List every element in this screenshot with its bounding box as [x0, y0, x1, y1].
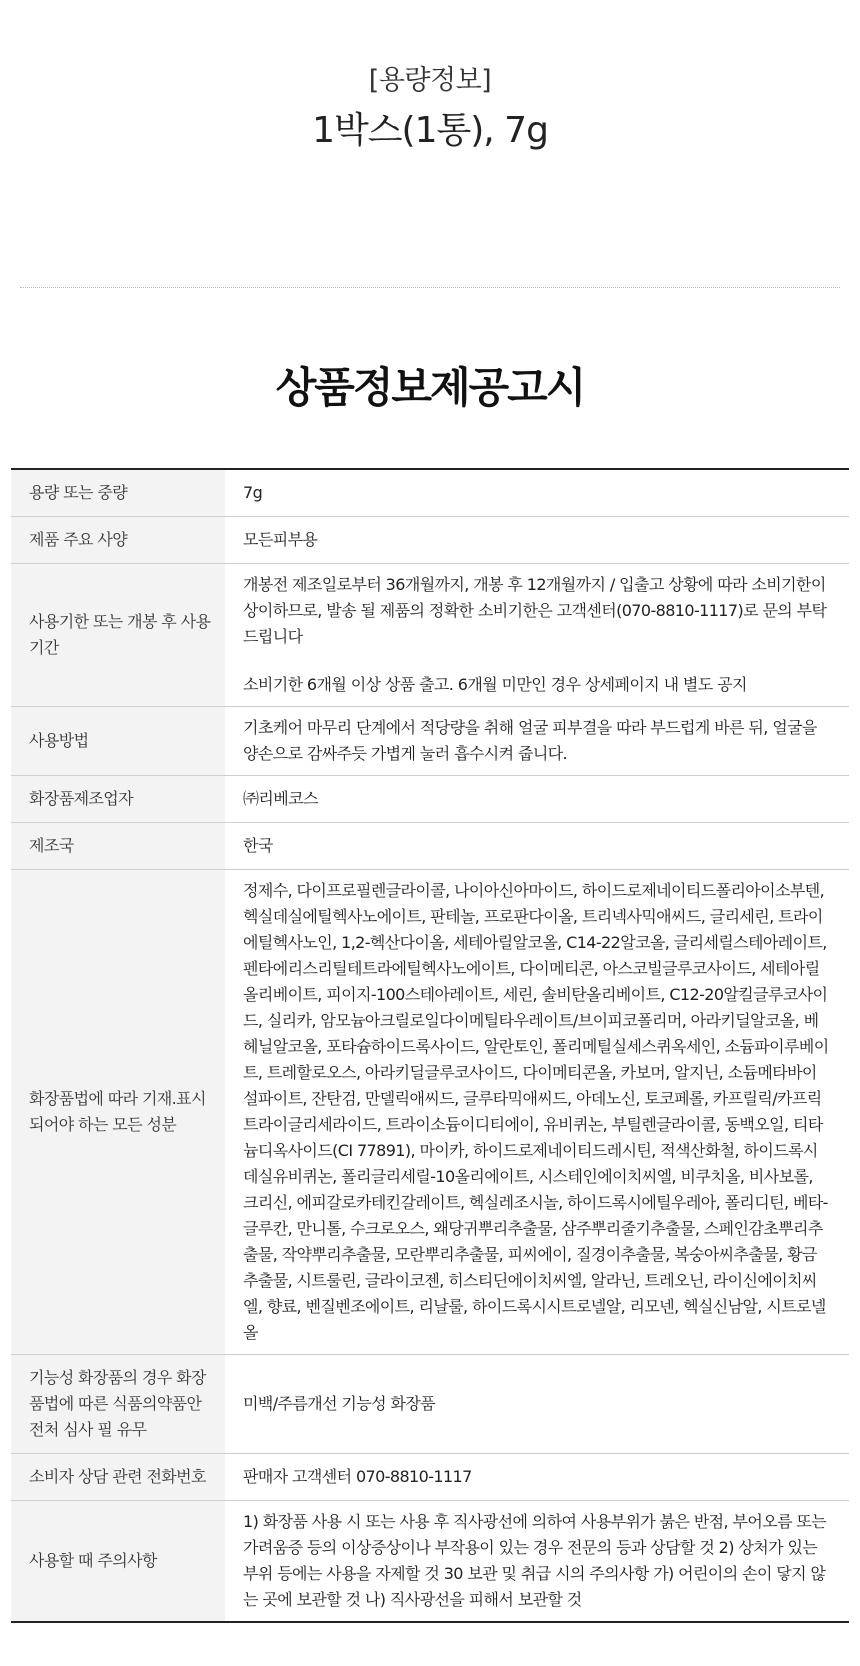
row-label: 사용기한 또는 개봉 후 사용기간 — [11, 564, 225, 707]
row-label: 사용할 때 주의사항 — [11, 1501, 225, 1623]
row-label: 화장품법에 따라 기재.표시되어야 하는 모든 성분 — [11, 870, 225, 1355]
row-value — [225, 1454, 849, 1501]
row-label: 화장품제조업자 — [11, 776, 225, 823]
table-row — [11, 870, 849, 1355]
table-row — [11, 1454, 849, 1501]
capacity-label: [용량정보] — [368, 65, 492, 96]
table-row — [11, 1501, 849, 1623]
row-value — [225, 517, 849, 564]
row-value — [225, 1501, 849, 1623]
table-row — [11, 707, 849, 776]
row-value-paragraph: 기초케어 마무리 단계에서 적당량을 취해 얼굴 피부결을 따라 부드럽게 바른 뒤, 얼굴을 양손으로 감싸주듯 가볍게 눌러 흡수시켜 줍니다. — [243, 718, 817, 763]
row-value-paragraph: 모든피부용 — [243, 530, 318, 549]
row-value — [225, 870, 849, 1355]
row-label: 사용방법 — [11, 707, 225, 776]
row-value-paragraph: 7g — [243, 483, 263, 502]
table-row — [11, 823, 849, 870]
row-value-paragraph: 정제수, 다이프로필렌글라이콜, 나이아신아마이드, 하이드로제네이티드폴리아이소부텐, 헥실데실에틸헥사노에이트, 판테놀, 프로판다이올, 트리넥사믹애씨드, 글리세린, 트라이에틸헥사노인, 1,2-헥산다이올, 세테아릴알코올, C14-22알코올, 글리세릴스테아레이트, 펜타에리스리틸테트라에틸헥사노에이트, 다이메티콘, 아스코빌글루코사이드, 세테아릴올리베이트, 피이지-100스테아레이트, 세린, 솔비탄올리베이트, C12-20알킬글루코사이드, 실리카, 암모늄아크릴로일다이메틸타우레이트/브이피코폴리머, 아라키딜알코올, 베헤닐알코올, 포타슘하이드록사이드, 알란토인, 폴리메틸실세스퀴옥세인, 소듐파이루베이트, 트레할로오스, 아라키딜글루코사이드, 다이메티콘올, 카보머, 알지닌, 소듐메타바이설파이트, 잔탄검, 만델릭애씨드, 글루타믹애씨드, 아데노신, 토코페롤, 카프릴릭/카프릭트라이글리세라이드, 트라이소듐이디티에이, 유비퀴논, 부틸렌글라이콜, 동백오일, 티타늄디옥사이드(CI 77891), 마이카, 하이드로제네이티드레시틴, 적색산화철, 하이드록시데실유비퀴논, 폴리글리세릴-10올리에이트, 시스테인에이치씨엘, 비쿠치올, 비사보롤, 크리신, 에피갈로카테킨갈레이트, 헥실레조시놀, 하이드록시에틸우레아, 폴리디틴, 베타-글루칸, 만니톨, 수크로오스, 왜당귀뿌리추출물, 삼주뿌리줄기추출물, 스페인감초뿌리추출물, 작약뿌리추출물, 모란뿌리추출물, 피씨에이, 질경이추출물, 복숭아씨추출물, 황금추출물, 시트룰린, 글라이코젠, 히스티딘에이치씨엘, 알라닌, 트레오닌, 라이신에이치씨엘, 향료, 벤질벤조에이트, 리날룰, 하이드록시시트로넬알, 리모넨, 헥실신남알, 시트로넬올 — [243, 881, 829, 1342]
table-row — [11, 1355, 849, 1454]
table-row — [11, 517, 849, 564]
row-value — [225, 707, 849, 776]
table-row — [11, 564, 849, 707]
row-value-paragraph: ㈜리베코스 — [243, 789, 318, 808]
row-value-paragraph: 1) 화장품 사용 시 또는 사용 후 직사광선에 의하여 사용부위가 붉은 반점, 부어오름 또는 가려움증 등의 이상증상이나 부작용이 있는 경우 전문의 등과 상담할 것 2) 상처가 있는 부위 등에는 사용을 자제할 것 30 보관 및 취급 시의 주의사항 가) 어린이의 손이 닿지 않는 곳에 보관할 것 나) 직사광선을 피해서 보관할 것 — [243, 1512, 827, 1609]
row-value — [225, 469, 849, 517]
capacity-value: 1박스(1통), 7g — [312, 110, 548, 151]
row-value-paragraph: 개봉전 제조일로부터 36개월까지, 개봉 후 12개월까지 / 입출고 상황에 따라 소비기한이 상이하므로, 발송 될 제품의 정확한 소비기한은 고객센터(070-8810-1117)로 문의 부탁드립니다 — [243, 575, 827, 646]
table-row — [11, 776, 849, 823]
product-notice-title: 상품정보제공고시 — [275, 363, 585, 412]
row-label: 용량 또는 중량 — [11, 469, 225, 517]
row-value-paragraph: 미백/주름개선 기능성 화장품 — [243, 1394, 436, 1413]
row-value — [225, 564, 849, 707]
row-label: 제조국 — [11, 823, 225, 870]
product-info-table — [11, 468, 849, 1623]
row-label: 소비자 상담 관련 전화번호 — [11, 1454, 225, 1501]
section-divider — [20, 287, 840, 288]
row-value-paragraph: 판매자 고객센터 070-8810-1117 — [243, 1467, 472, 1486]
row-label: 제품 주요 사양 — [11, 517, 225, 564]
table-row — [11, 469, 849, 517]
row-value — [225, 1355, 849, 1454]
row-value — [225, 776, 849, 823]
row-value-paragraph: 소비기한 6개월 이상 상품 출고. 6개월 미만인 경우 상세페이지 내 별도 공지 — [243, 675, 747, 694]
row-value-paragraph: 한국 — [243, 836, 273, 855]
row-value — [225, 823, 849, 870]
row-label: 기능성 화장품의 경우 화장품법에 따른 식품의약품안전처 심사 필 유무 — [11, 1355, 225, 1454]
